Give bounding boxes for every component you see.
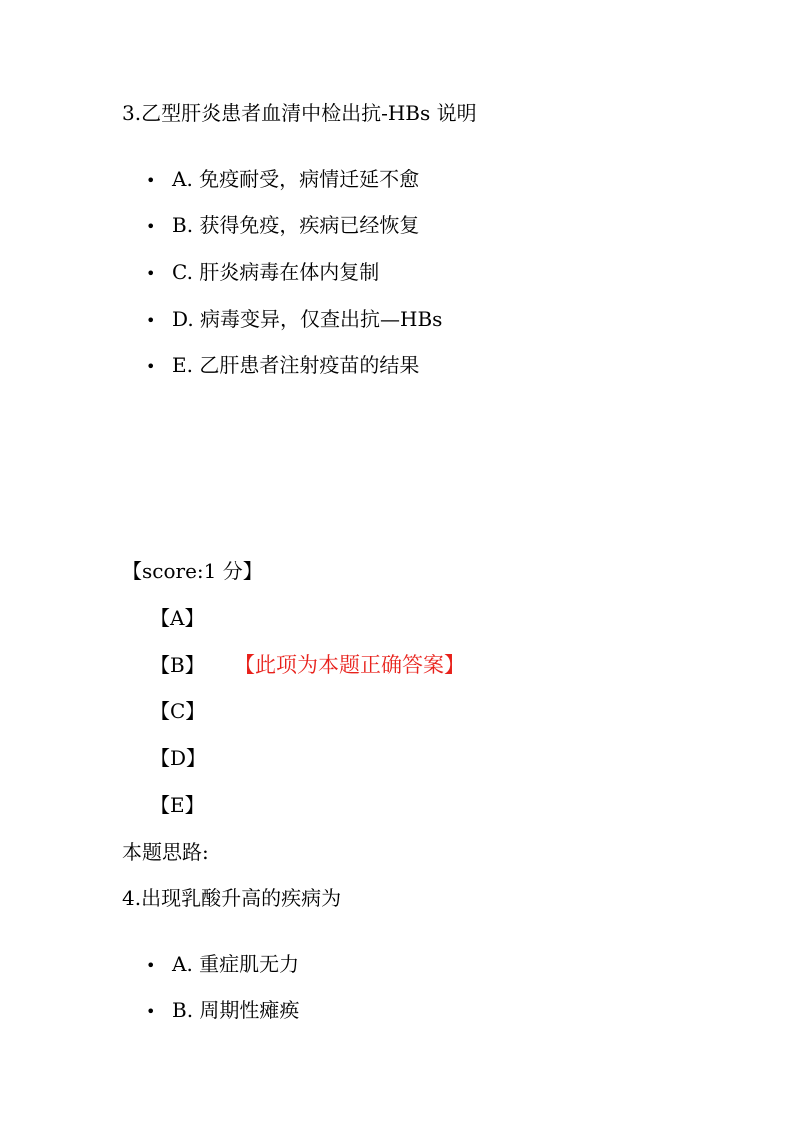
score-label: 【score:1 分】	[122, 559, 263, 583]
answer-b: 【B】	[150, 653, 205, 677]
q4-option-b	[146, 997, 299, 1025]
q3-option-c	[146, 259, 379, 287]
bullet-icon: •	[146, 264, 156, 283]
q4-option-a	[146, 951, 299, 979]
bullet-icon: •	[146, 956, 156, 975]
answer-e: 【E】	[150, 793, 205, 817]
q3-option-b-text: B. 获得免疫，疾病已经恢复	[172, 213, 420, 237]
bullet-icon: •	[146, 357, 156, 376]
q3-option-a	[146, 166, 419, 194]
question-3-text: 3.乙型肝炎患者血清中检出抗-HBs 说明	[122, 101, 477, 125]
q3-option-a-text: A. 免疫耐受，病情迁延不愈	[172, 167, 420, 191]
bullet-icon: •	[146, 171, 156, 190]
q3-option-e-text: E. 乙肝患者注射疫苗的结果	[172, 353, 420, 377]
answer-c: 【C】	[150, 699, 206, 723]
q3-option-e	[146, 352, 419, 380]
correct-answer-note: 【此项为本题正确答案】	[234, 653, 465, 677]
q4-option-a-text: A. 重症肌无力	[172, 952, 300, 976]
q3-option-d	[146, 306, 442, 334]
q3-option-d-text: D. 病毒变异，仅查出抗—HBs	[172, 307, 443, 331]
bullet-icon: •	[146, 311, 156, 330]
question-4-text: 4.出现乳酸升高的疾病为	[122, 886, 342, 910]
answer-d: 【D】	[150, 746, 207, 770]
q3-option-c-text: C. 肝炎病毒在体内复制	[172, 260, 380, 284]
q4-option-b-text: B. 周期性瘫痪	[172, 998, 300, 1022]
bullet-icon: •	[146, 217, 156, 236]
answer-a: 【A】	[150, 606, 205, 630]
analysis-label: 本题思路:	[122, 840, 209, 864]
q3-option-b	[146, 212, 419, 240]
bullet-icon: •	[146, 1002, 156, 1021]
